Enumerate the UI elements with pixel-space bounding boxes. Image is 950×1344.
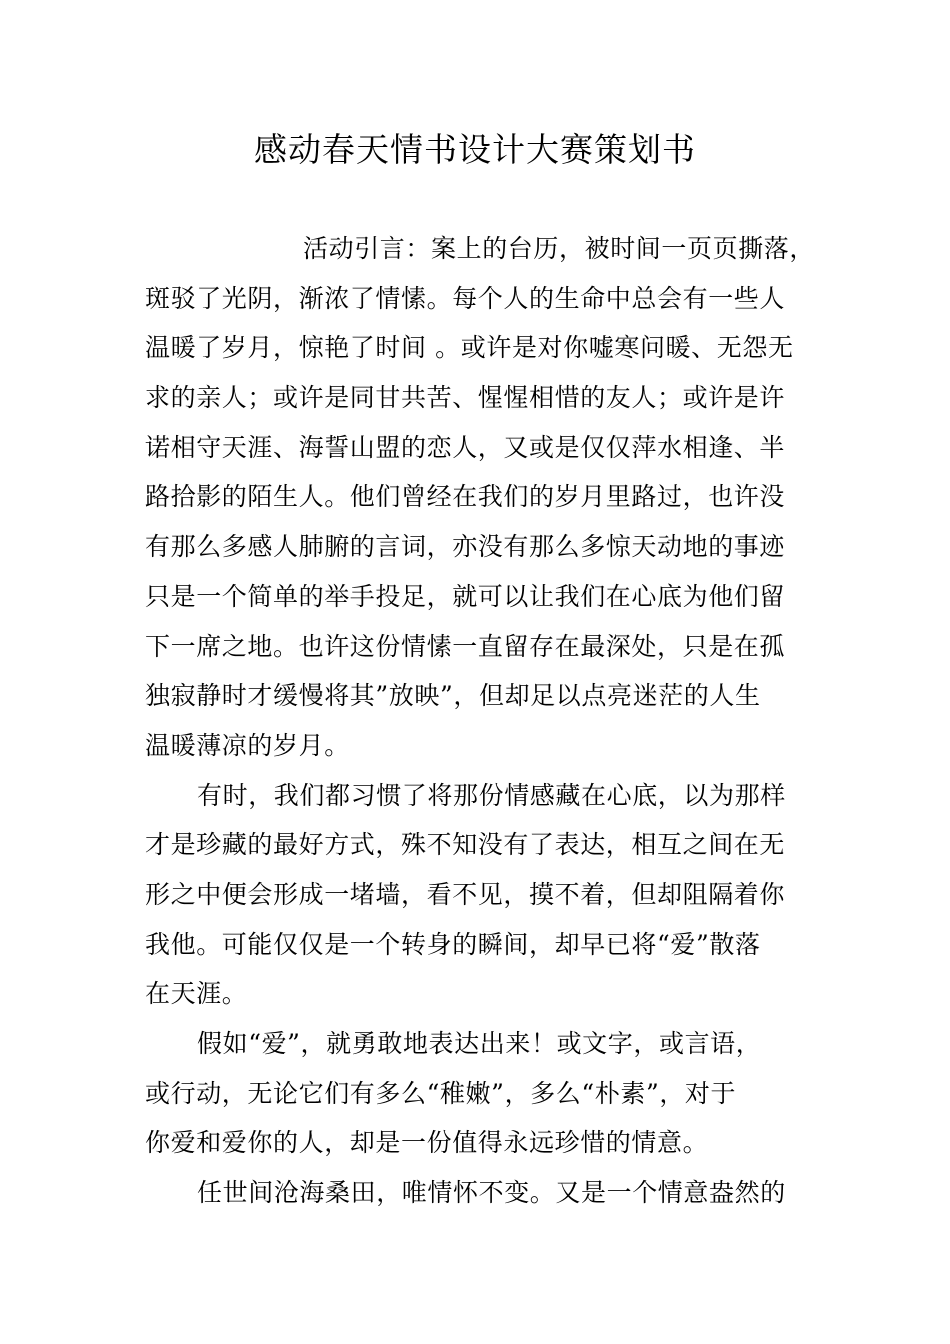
text-line: 下一席之地。也许这份情愫一直留存在最深处，只是在孤 bbox=[145, 631, 786, 661]
paragraph-intro bbox=[145, 224, 817, 771]
text-line: 有那么多感人肺腑的言词，亦没有那么多惊天动地的事迹 bbox=[145, 532, 786, 562]
text-line: 或行动，无论它们有多么“稚嫩”，多么“朴素”，对于 bbox=[145, 1078, 737, 1108]
text-line: 斑驳了光阴，渐浓了情愫。每个人的生命中总会有一些人 bbox=[145, 283, 786, 313]
text-line: 任世间沧海桑田，唯情怀不变。又是一个情意盎然的 bbox=[197, 1178, 786, 1208]
text-line: 我他。可能仅仅是一个转身的瞬间，却早已将“爱”散落 bbox=[145, 929, 761, 959]
paragraph-4 bbox=[145, 1168, 817, 1218]
text-line: 在天涯。 bbox=[145, 979, 248, 1009]
text-line: 独寂静时才缓慢将其”放映”，但却足以点亮迷茫的人生 bbox=[145, 681, 761, 711]
text-line: 有时，我们都习惯了将那份情感藏在心底，以为那样 bbox=[197, 780, 786, 810]
text-line: 形之中便会形成一堵墙，看不见，摸不着，但却阻隔着你 bbox=[145, 879, 786, 909]
text-line: 才是珍藏的最好方式，殊不知没有了表达，相互之间在无 bbox=[145, 830, 786, 860]
paragraph-3 bbox=[145, 1019, 817, 1168]
text-line: 假如“爱”，就勇敢地表达出来！或文字，或言语， bbox=[197, 1029, 762, 1058]
text-line: 温暖了岁月，惊艳了时间 。或许是对你嘘寒问暖、无怨无 bbox=[145, 333, 794, 363]
text-line: 活动引言：案上的台历，被时间一页页撕落， bbox=[303, 234, 816, 263]
text-line: 诺相守天涯、海誓山盟的恋人，又或是仅仅萍水相逢、半 bbox=[145, 432, 786, 462]
text-line: 求的亲人；或许是同甘共苦、惺惺相惜的友人；或许是许 bbox=[145, 383, 786, 413]
document-title: 感动春天情书设计大赛策划书 bbox=[254, 130, 696, 169]
text-line: 只是一个简单的举手投足，就可以让我们在心底为他们留 bbox=[145, 581, 786, 611]
text-line: 路拾影的陌生人。他们曾经在我们的岁月里路过，也许没 bbox=[145, 482, 786, 512]
document-body bbox=[145, 224, 817, 1218]
text-line: 你爱和爱你的人，却是一份值得永远珍惜的情意。 bbox=[145, 1128, 709, 1158]
text-line: 温暖薄凉的岁月。 bbox=[145, 730, 350, 760]
paragraph-2 bbox=[145, 771, 817, 1019]
